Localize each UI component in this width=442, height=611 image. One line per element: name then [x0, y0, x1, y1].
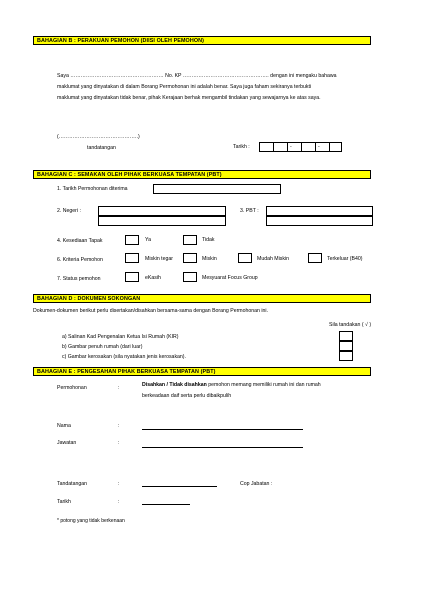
section-d-header: BAHAGIAN D : DOKUMEN SOKONGAN [33, 294, 371, 303]
q4-label: 4. Kesediaan Tapak [57, 238, 103, 244]
tarikh-label: Tarikh [57, 499, 71, 505]
tapak-ya-checkbox[interactable] [125, 235, 139, 245]
declaration-line-1: Saya ……………………………………………… No. KP ………………………………………….. dengan ini mengaku bahawa [57, 73, 337, 79]
signature-blank[interactable]: (……………………………………….) [57, 134, 140, 140]
terkeluar-checkbox[interactable] [308, 253, 322, 263]
pbt-field-2[interactable] [266, 216, 373, 226]
tapak-tidak-label: Tidak [202, 237, 215, 243]
pemohonan-colon: : [118, 385, 120, 391]
miskin-tegar-checkbox[interactable] [125, 253, 139, 263]
tarikh-line[interactable] [142, 504, 190, 505]
date-separator-2: - [318, 144, 320, 150]
cop-label: Cop Jabatan : [240, 481, 273, 487]
focus-group-checkbox[interactable] [183, 272, 197, 282]
q1-label: 1. Tarikh Permohonan diterima [57, 186, 128, 192]
pbt-field-1[interactable] [266, 206, 373, 216]
date-separator-1: - [290, 144, 292, 150]
doc-a-checkbox[interactable] [339, 331, 353, 341]
section-b-header: BAHAGIAN B : PERAKUAN PEMOHON (DIISI OLEH PEMOHON) [33, 36, 371, 45]
nama-colon: : [118, 423, 120, 429]
doc-item-a: a) Salinan Kad Pengenalan Ketua Isi Rumah (KIR) [62, 334, 179, 340]
q2-label: 2. Negeri : [57, 208, 81, 214]
terkeluar-label: Terkeluar (B40) [327, 256, 363, 262]
tandatangan-colon: : [118, 481, 120, 487]
date-label: Tarikh : [233, 144, 250, 150]
statement-line-2: berkeadaan daif serta perlu dibaikpulih [142, 393, 232, 399]
section-c-header: BAHAGIAN C : SEMAKAN OLEH PIHAK BERKUASA TEMPATAN (PBT) [33, 170, 371, 179]
declaration-line-3: maklumat yang dinyatakan tidak benar, pihak Kerajaan berhak mengambil tindakan yang sewajarnya ke atas saya. [57, 95, 321, 101]
statement-line-1 [142, 382, 321, 389]
nama-label: Nama [57, 423, 71, 429]
jawatan-line[interactable] [142, 447, 303, 448]
q7-label: 7. Status pemohon [57, 276, 101, 282]
tapak-tidak-checkbox[interactable] [183, 235, 197, 245]
doc-item-b: b) Gambar penuh rumah (dari luar) [62, 344, 143, 350]
focus-group-label: Mesyuarat Focus Group [202, 275, 258, 281]
pemohonan-label: Permohonan [57, 385, 87, 391]
tarikh-colon: : [118, 499, 120, 505]
jawatan-label: Jawatan [57, 440, 77, 446]
date-received-field[interactable] [153, 184, 281, 194]
doc-item-c: c) Gambar kerosakan (sila nyatakan jenis kerosakan). [62, 354, 186, 360]
nama-line[interactable] [142, 429, 303, 430]
ekasih-checkbox[interactable] [125, 272, 139, 282]
tick-header: Sila tandakan ( √ ) [329, 322, 372, 328]
tandatangan-line[interactable] [142, 486, 217, 487]
doc-b-checkbox[interactable] [339, 341, 353, 351]
mudah-miskin-checkbox[interactable] [238, 253, 252, 263]
negeri-field-1[interactable] [98, 206, 226, 216]
mudah-miskin-label: Mudah Miskin [257, 256, 290, 262]
declaration-line-2: maklumat yang dinyatakan di dalam Borang Permohonan ini adalah benar. Saya juga faham sekiranya terbukti [57, 84, 312, 90]
date-field[interactable] [259, 142, 342, 152]
miskin-checkbox[interactable] [183, 253, 197, 263]
miskin-tegar-label: Miskin tegar [145, 256, 173, 262]
ekasih-label: eKasih [145, 275, 161, 281]
section-d-intro: Dokumen-dokumen berikut perlu disertakan/disahkan bersama-sama dengan Borang Permohonan ini. [33, 308, 269, 314]
section-e-header: BAHAGIAN E : PENGESAHAN PIHAK BERKUASA TEMPATAN (PBT) [33, 367, 371, 376]
q3-label: 3. PBT : [240, 208, 259, 214]
jawatan-colon: : [118, 440, 120, 446]
miskin-label: Miskin [202, 256, 217, 262]
q6-label: 6. Kriteria Pemohon [57, 257, 103, 263]
tapak-ya-label: Ya [145, 237, 151, 243]
footnote: * potong yang tidak berkenaan [57, 518, 125, 524]
doc-c-checkbox[interactable] [339, 351, 353, 361]
negeri-field-2[interactable] [98, 216, 226, 226]
tandatangan-label: Tandatangan [57, 481, 87, 487]
statement-rest: pemohon memang memiliki rumah ini dan rumah [206, 382, 321, 388]
signature-label: tandatangan [87, 145, 116, 151]
statement-bold: Disahkan / Tidak disahkan [142, 382, 207, 388]
